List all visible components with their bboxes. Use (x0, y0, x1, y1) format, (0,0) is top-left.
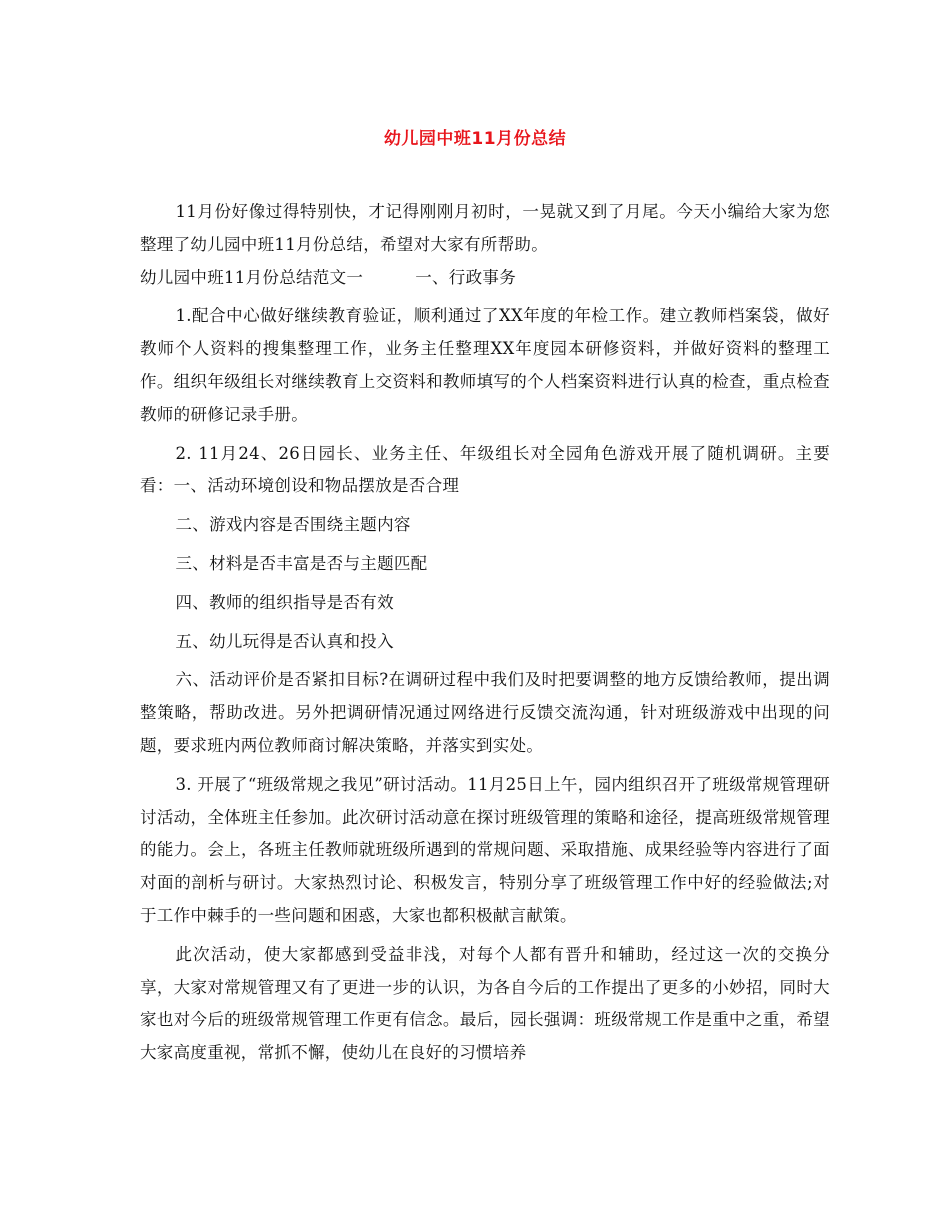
intro-paragraph: 11月份好像过得特别快，才记得刚刚月初时，一晃就又到了月尾。今天小编给大家为您整理了幼儿园中班11月份总结，希望对大家有所帮助。 (140, 202, 830, 254)
item-3-paragraph: 3. 开展了“班级常规之我见”研讨活动。11月25日上午，园内组织召开了班级常规管理研讨活动，全体班主任参加。此次研讨活动意在探讨班级管理的策略和途径，提高班级常规管理的能力。会上，各班主任教师就班级所遇到的常规问题、采取措施、成果经验等内容进行了面对面的剖析与研讨。大家热烈讨论、积极发言，特别分享了班级管理工作中好的经验做法;对于工作中棘手的一些问题和困惑，大家也都积极献言献策。 (140, 774, 830, 925)
sample-heading: 幼儿园中班11月份总结范文一 (140, 267, 364, 287)
item-1-paragraph: 1.配合中心做好继续教育验证，顺利通过了XX年度的年检工作。建立教师档案袋，做好教师个人资料的搜集整理工作，业务主任整理XX年度园本研修资料，并做好资料的整理工作。组织年级组长对继续教育上交资料和教师填写的个人档案资料进行认真的检查，重点检查教师的研修记录手册。 (140, 306, 830, 424)
document-body (140, 196, 830, 1070)
check-3-line: 三、材料是否丰富是否与主题匹配 (175, 553, 428, 573)
check-2-line: 二、游戏内容是否围绕主题内容 (175, 515, 411, 535)
document-title: 幼儿园中班11月份总结 (383, 129, 567, 149)
closing-paragraph: 此次活动，使大家都感到受益非浅，对每个人都有晋升和辅助，经过这一次的交换分享，大家对常规管理又有了更进一步的认识，为各自今后的工作提出了更多的小妙招，同时大家也对今后的班级常规管理工作更有信念。最后，园长强调：班级常规工作是重中之重，希望大家高度重视，常抓不懈，使幼儿在良好的习惯培养 (140, 944, 830, 1063)
check-6-paragraph: 六、活动评价是否紧扣目标?在调研过程中我们及时把要调整的地方反馈给教师，提出调整策略，帮助改进。另外把调研情况通过网络进行反馈交流沟通，针对班级游戏中出现的问题，要求班内两位教师商讨解决策略，并落实到实处。 (140, 670, 830, 755)
item-2-paragraph: 2. 11月24、26日园长、业务主任、年级组长对全园角色游戏开展了随机调研。主要看：一、活动环境创设和物品摆放是否合理 (140, 443, 830, 496)
check-4-line: 四、教师的组织指导是否有效 (175, 592, 394, 612)
check-5-line: 五、幼儿玩得是否认真和投入 (175, 631, 394, 651)
sample-heading-line (140, 262, 830, 295)
section-heading: 一、行政事务 (415, 267, 517, 287)
